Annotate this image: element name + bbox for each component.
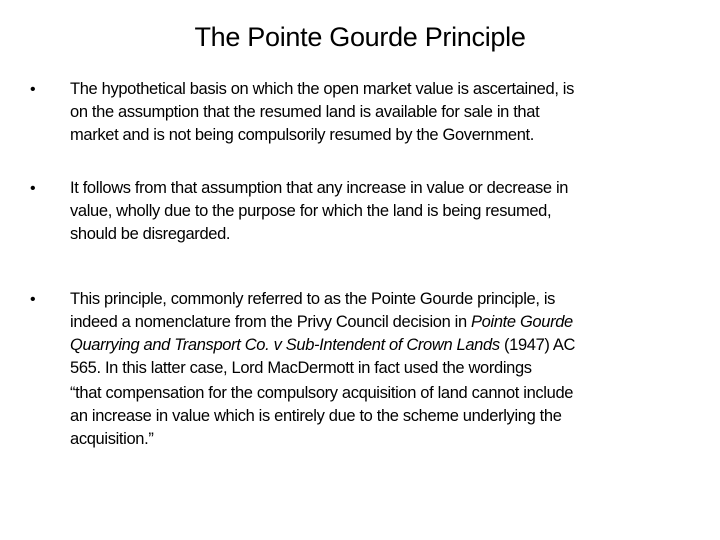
bullet-text-line [70, 311, 575, 334]
quote-line: acquisition.” [70, 430, 154, 448]
bullet-text-line: should be disregarded. [70, 225, 231, 243]
quote-line: “that compensation for the compulsory acquisition of land cannot include [70, 384, 574, 402]
bullet-text-line: market and is not being compulsorily resumed by the Government. [70, 126, 535, 144]
quote-line: an increase in value which is entirely due to the scheme underlying the [70, 407, 562, 425]
bullet-text-line: The hypothetical basis on which the open market value is ascertained, is [70, 80, 575, 98]
bullet-text-line: on the assumption that the resumed land is available for sale in that [70, 103, 540, 121]
slide-title: The Pointe Gourde Principle [194, 22, 526, 52]
bullet-text-line: value, wholly due to the purpose for which the land is being resumed, [70, 202, 552, 220]
case-name-italic: Quarrying and Transport Co. v Sub-Intendent of Crown Lands [70, 336, 500, 354]
bullet-text-line: This principle, commonly referred to as the Pointe Gourde principle, is [70, 290, 556, 308]
bullet-text-line [70, 334, 575, 357]
citation: (1947) AC [499, 336, 576, 354]
bullet-icon: • [30, 291, 36, 308]
case-name-italic: Pointe Gourde [471, 313, 573, 331]
bullet-text-line: It follows from that assumption that any increase in value or decrease in [70, 179, 569, 197]
bullet-icon: • [30, 180, 36, 197]
bullet-icon: • [30, 81, 36, 98]
text-segment: indeed a nomenclature from the Privy Council decision in [70, 313, 472, 331]
bullet-text-line: 565. In this latter case, Lord MacDermott in fact used the wordings [70, 359, 532, 377]
